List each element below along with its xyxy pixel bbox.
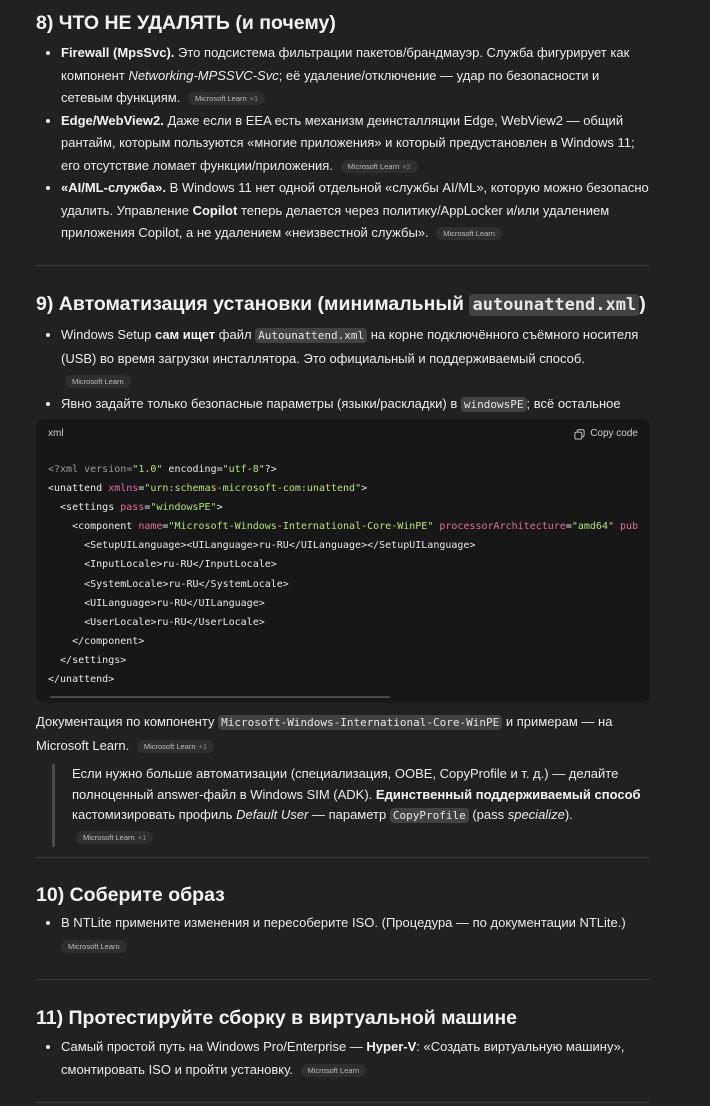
divider <box>36 857 650 858</box>
item-bold-label: Edge/WebView2. <box>61 112 164 128</box>
source-chip[interactable]: Microsoft Learn +1 <box>137 740 214 753</box>
copy-code-button[interactable]: Copy code <box>574 423 638 446</box>
section-8-title: 8) ЧТО НЕ УДАЛЯТЬ (и почему) <box>36 12 336 34</box>
source-chip[interactable]: Microsoft Learn <box>436 227 502 240</box>
section-10-list <box>36 912 650 957</box>
section-11 <box>36 1005 650 1081</box>
divider <box>36 979 650 980</box>
item-bold-label: Firewall (MpsSvc). <box>61 45 175 60</box>
list-item: • Edge/WebView2. Даже если в EEA есть механизм деинсталляции Edge, WebView2 — общий рантайм, которым пользуются «многие приложения» и который предустановлен в Windows 11; его отсутствие ломает функции/приложения. Microsoft Learn +2 <box>61 110 650 178</box>
source-chip[interactable]: Microsoft Learn +1 <box>76 831 153 844</box>
divider <box>36 265 650 266</box>
section-9-title: 9) Автоматизация установки (минимальный autounattend.xml ) <box>36 293 646 315</box>
inline-code: Autounattend.xml <box>255 328 367 343</box>
item-bold-label: «AI/ML-служба». <box>61 180 166 195</box>
code-language-label: xml <box>48 427 64 439</box>
source-chip[interactable]: Microsoft Learn <box>301 1064 367 1077</box>
section-10 <box>36 882 650 957</box>
list-item: • «AI/ML-служба». В Windows 11 нет одной отдельной «службы AI/ML», которую можно безопасно удалить. Управление Copilot теперь делается через политику/AppLocker и/или удалением приложения Copilot, а не удалением «неизвестной службы». Microsoft Learn <box>61 177 650 245</box>
source-chip[interactable]: Microsoft Learn <box>61 940 127 953</box>
inline-code: windowsPE <box>461 397 527 412</box>
blockquote: Если нужно больше автоматизации (специализация, OOBE, CopyProfile и т. д.) — делайте полноценный answer-файл в Windows SIM (ADK). Единственный поддерживаемый способ кастомизировать профиль Default User — параметр CopyProfile (pass specialize). Microsoft Learn +1 <box>52 764 650 847</box>
source-chip[interactable]: Microsoft Learn +1 <box>188 92 265 105</box>
copy-icon <box>574 429 585 440</box>
section-11-title: 11) Протестируйте сборку в виртуальной машине <box>36 1007 518 1029</box>
doc-paragraph: Документация по компоненту Microsoft-Windows-International-Core-WinPE и примерам — на Microsoft Learn. Microsoft Learn +1 <box>36 714 613 753</box>
section-8 <box>36 10 650 245</box>
section-9 <box>36 291 650 439</box>
code-block-header <box>36 419 650 449</box>
inline-code: CopyProfile <box>390 808 469 823</box>
source-chip[interactable]: Microsoft Learn +2 <box>341 160 418 173</box>
section-8-list <box>36 42 650 245</box>
list-item: • Firewall (MpsSvc). Это подсистема фильтрации пакетов/брандмауэр. Служба фигурирует как компонент Networking-MPSSVC-Svc; её удаление/отключение — удар по безопасности и сетевым функциям. Microsoft Learn +1 <box>61 42 650 110</box>
divider <box>36 1102 650 1103</box>
list-item: • Windows Setup сам ищет файл Autounattend.xml на корне подключённого съёмного носителя (USB) во время загрузки инсталлятора. Это официальный и поддерживаемый способ. Microsoft Learn <box>61 324 650 393</box>
code-content: <?xml version="1.0" encoding="utf-8"?> <unattend xmlns="urn:schemas-microsoft-com:unattend"> <settings pass="windowsPE"> <component name="Microsoft-Windows-International-Core-WinPE" processorArchitecture="amd64" pub <SetupUILanguage><UILanguage>ru-RU</UILanguage></SetupUILanguage> <InputLocale>ru-RU</InputLocale> <SystemLocale>ru-RU</SystemLocale> <UILanguage>ru-RU</UILanguage> <UserLocale>ru-RU</UserLocale> </component> </settings> </unattend> <box>48 464 639 686</box>
section-11-list <box>36 1036 650 1081</box>
horizontal-scrollbar[interactable] <box>50 696 390 698</box>
list-item: • В NTLite примените изменения и пересоберите ISO. (Процедура — по документации NTLite.) Microsoft Learn <box>61 912 650 957</box>
list-item: • Самый простой путь на Windows Pro/Enterprise — Hyper-V: «Создать виртуальную машину», смонтировать ISO и пройти установку. Microsoft Learn <box>61 1036 650 1081</box>
inline-code: Microsoft-Windows-International-Core-WinPE <box>218 715 502 730</box>
list-item: • Явно задайте только безопасные параметры (языки/раскладки) в windowsPE ; всё остальное <box>61 393 650 439</box>
section-10-title: 10) Соберите образ <box>36 884 225 906</box>
code-block <box>36 419 650 703</box>
source-chip[interactable]: Microsoft Learn <box>65 375 131 388</box>
